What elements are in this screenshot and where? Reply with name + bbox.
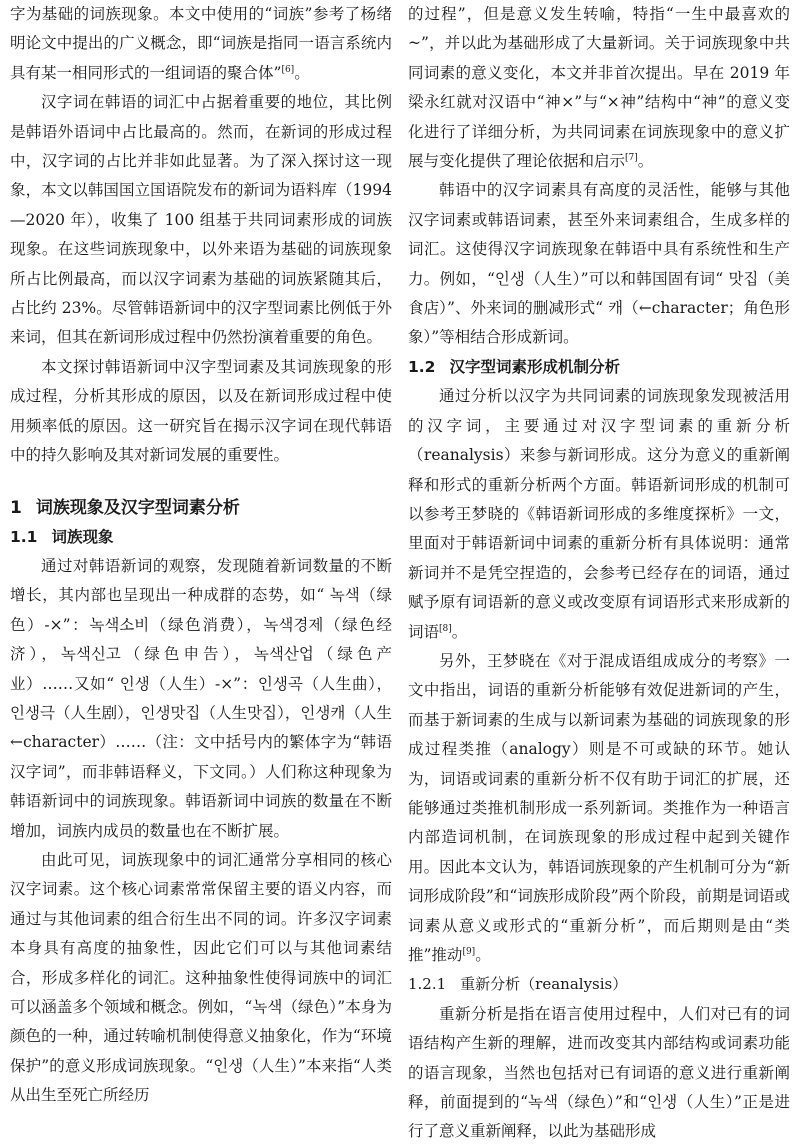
citation-ref: [8]: [439, 623, 452, 634]
citation-ref: [9]: [462, 946, 476, 957]
paragraph: 本文探讨韩语新词中汉字型词素及其词族现象的形成过程，分析其形成的原因，以及在新词形成过程中使用频率低的原因。这一研究旨在揭示汉字词在现代韩语中的持久影响及其对新词发展的重要性。: [10, 357, 392, 465]
section-title: 词族现象及汉字型词素分析: [35, 497, 240, 518]
paragraph-text: 另外，王梦晓在《对于混成语组成成分的考察》一文中指出，词语的重新分析能够有效促进新词的产生，而基于新词素的生成与以新词素为基础的词族现象的形成过程类推（analogy）则是不可或缺的环节。她认为，词语或词素的重新分析不仅有助于词汇的扩展，还能够通过类推机制形成一系列新词。类推作为一种语言内部造词机制，在词族现象的形成过程中起到关键作用。因此本文认为，韩语词族现象的产生机制可分为“新词形成阶段”和“词族形成阶段”两个阶段，前期是词语或词素从意义或形式的“重新分析”，而后期则是由“类推”推动: [408, 651, 790, 964]
paragraph: 韩语中的汉字词素具有高度的灵活性，能够与其他汉字词素或韩语词素，甚至外来词素组合，生成多样的词汇。这使得汉字词族现象在韩语中具有系统性和生产力。例如，“인생（人生）”可以和韩国固有词“ 맛집（美食店）”、外来词的删减形式“ 캐（←character；角色形象）”等相结合形成新词。: [408, 181, 790, 347]
paragraph-text: 。: [475, 946, 491, 964]
paragraph: 汉字词在韩语的词汇中占据着重要的地位，其比例是韩语外语词中占比最高的。然而，在新词的形成过程中，汉字词的占比并非如此显著。为了深入探讨这一现象，本文以韩国国立国语院发布的新词为语料库（1994—2020 年），收集了 100 组基于共同词素形成的词族现象。在这些词族现象中，以外来语为基础的词族现象所占比例最高，而以汉字词素为基础的词族紧随其后，占比约 23%。尽管韩语新词中的汉字型词素比例低于外来词，但其在新词形成过程中仍然扮演着重要的角色。: [10, 93, 392, 347]
subsection-heading: [10, 523, 392, 552]
section-heading: [10, 493, 392, 523]
subsection-number: 1.1: [10, 527, 38, 546]
subsection-title: 词族现象: [51, 527, 114, 546]
paragraph: [408, 0, 790, 176]
paragraph-text: 。: [637, 152, 654, 171]
subsection-heading: [408, 353, 790, 382]
citation-ref: [6]: [281, 64, 295, 75]
subsection-number: 1.2: [408, 357, 436, 376]
paragraph: 重新分析是指在语言使用过程中，人们对已有的词语结构产生新的理解，进而改变其内部结构或词素功能的语言现象，当然也包括对已有词语的意义进行重新阐释，前面提到的“녹색（绿色）”和“인생（人生）”正是进行了意义重新阐释，以此为基础形成: [408, 1004, 790, 1141]
paragraph: [10, 0, 392, 88]
paragraph-text: 通过分析以汉字为共同词素的词族现象发现被活用的汉字词，主要通过对汉字型词素的重新分析（reanalysis）来参与新词形成。这分为意义的重新阐释和形式的重新分析两个方面。韩语新词形成的机制可以参考王梦晓的《韩语新词形成的多维度探析》一文，里面对于韩语新词中词素的重新分析有具体说明：通常新词并不是凭空捏造的，会参考已经存在的词语，通过赋予原有词语新的意义或改变原有词语形式来形成新的词语: [408, 387, 790, 641]
paragraph-text: 。: [451, 622, 468, 641]
paragraph: [408, 382, 790, 647]
paragraph: [408, 647, 790, 970]
paragraph: 通过对韩语新词的观察，发现随着新词数量的不断增长，其内部也呈现出一种成群的态势，如“ 녹색（绿色）-×”：녹색소비（绿色消费），녹색경제（绿色经济），녹색신고（绿色申告），녹색산업（绿色产业）……又如“ 인생（人生）-×”：인생곡（人生曲），인생극（人生剧），인생맛집（人生맛집），인생캐（人生←character）……（注：文中括号内的繁体字为“韩语汉字词”，而非韩语释义，下文同。）人们称这种现象为韩语新词中的词族现象。韩语新词中词族的数量在不断增加，词族内成员的数量也在不断扩展。: [10, 556, 392, 840]
subsubsection-heading: [408, 970, 790, 999]
right-column: [408, 0, 790, 1147]
paragraph-text: 。: [294, 63, 310, 82]
citation-ref: [7]: [625, 152, 638, 163]
left-column: [10, 0, 392, 1111]
subsubsection-title: 重新分析（reanalysis）: [460, 975, 628, 994]
subsection-title: 汉字型词素形成机制分析: [449, 357, 620, 376]
paragraph-text: 字为基础的词族现象。本文中使用的“词族”参考了杨绪明论文中提出的广义概念，即“词族是指同一语言系统内具有某一相同形式的一组词语的聚合体”: [10, 5, 392, 82]
subsubsection-number: 1.2.1: [408, 975, 447, 994]
paragraph-text: 的过程”，但是意义发生转喻，特指“一生中最喜欢的~”，并以此为基础形成了大量新词。关于词族现象中共同词素的意义变化，本文并非首次提出。早在 2019 年梁永红就对汉语中“神×”与“×神”结构中“神”的意义变化进行了详细分析，为共同词素在词族现象中的意义扩展与变化提供了理论依据和启示: [408, 5, 790, 171]
section-number: 1: [10, 497, 22, 518]
paragraph: 由此可见，词族现象中的词汇通常分享相同的核心汉字词素。这个核心词素常常保留主要的语义内容，而通过与其他词素的组合衍生出不同的词。许多汉字词素本身具有高度的抽象性，因此它们可以与其他词素结合，形成多样化的词汇。这种抽象性使得词族中的词汇可以涵盖多个领域和概念。例如，“녹색（绿色）”本身为颜色的一种，通过转喻机制使得意义抽象化，作为“环境保护”的意义形成词族现象。“인생（人生）”本来指“人类从出生至死亡所经历: [10, 850, 392, 1105]
